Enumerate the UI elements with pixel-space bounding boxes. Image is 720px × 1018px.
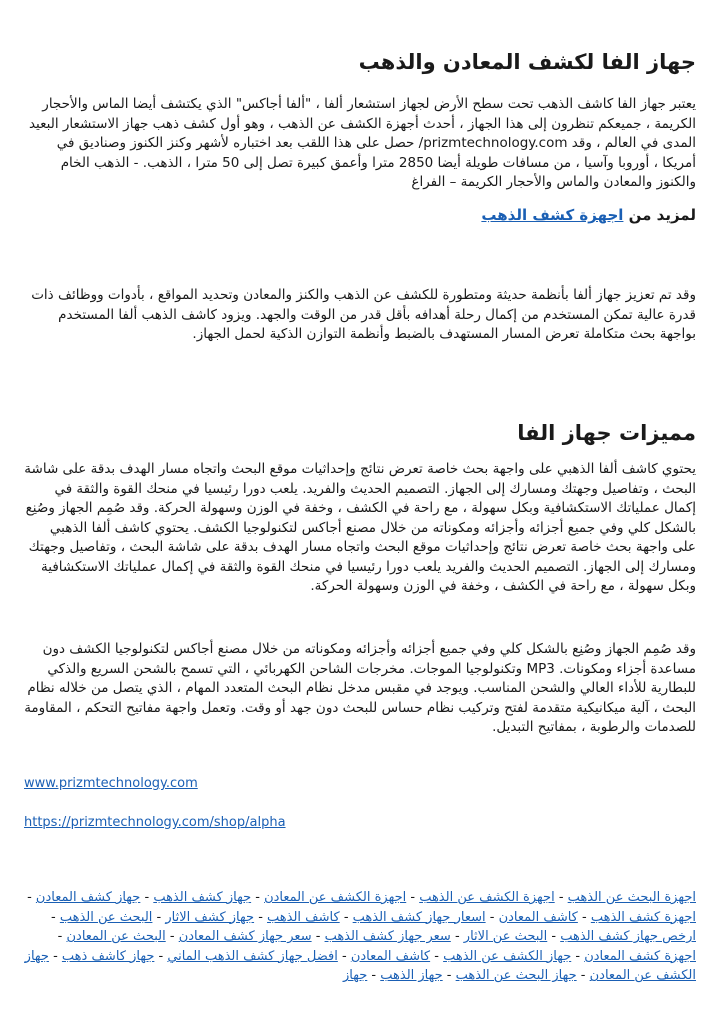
tag-separator: - bbox=[254, 909, 268, 925]
intro-paragraph: يعتبر جهاز الفا كاشف الذهب تحت سطح الأرض لجهاز استشعار ألفا ، "ألفا أجاكس" الذي يكتشف أيضا الماس والأحجار الكريمة ، جميعكم تنظرون إلى هذا الجهاز ، أحدث أجهزة الكشف عن الذهب ، وهو أول كشف ذهب جهاز الاستشعار البعيد المدى في العالم ، وقد prizmtechnology.com/ حصل على هذا اللقب بعد اختباره لأشهر وكنز الكنوز وصناديق في أمريكا ، أوروبا وآسيا ، من مسافات طويلة أيضا 2850 مترا وأعمق كبيرة تصل إلى 50 مترا ، الذهب. - الذهب الخام والكنوز والمعادن والماس والأحجار الكريمة – الفراغ bbox=[28, 96, 696, 190]
tag-separator: - bbox=[367, 968, 381, 984]
tag-link[interactable]: افضل جهاز كشف الذهب الماني bbox=[167, 948, 338, 964]
tag-separator: - bbox=[554, 890, 568, 905]
tag-separator: - bbox=[450, 929, 464, 945]
tag-separator: - bbox=[48, 948, 62, 964]
tag-separator: - bbox=[577, 909, 591, 925]
tag-separator: - bbox=[311, 929, 325, 945]
tag-link[interactable]: اجهزة الكشف عن المعادن bbox=[264, 890, 407, 905]
tag-link[interactable]: جهاز البحث عن الذهب bbox=[455, 968, 577, 984]
tag-link[interactable]: اجهزة كشف المعادن bbox=[584, 948, 696, 964]
tag-separator: - bbox=[154, 948, 168, 964]
tag-link[interactable]: البحث عن المعادن bbox=[66, 929, 166, 945]
tag-link[interactable]: جهاز الكشف عن المعادن bbox=[24, 948, 696, 984]
tag-separator: - bbox=[547, 929, 561, 945]
tag-separator: - bbox=[442, 968, 456, 984]
tag-link[interactable]: اسعار جهاز كشف الذهب bbox=[352, 909, 486, 925]
tag-separator: - bbox=[339, 909, 353, 925]
tag-link[interactable]: سعر جهاز كشف المعادن bbox=[178, 929, 312, 945]
tag-link[interactable]: اجهزة الكشف عن الذهب bbox=[419, 890, 555, 905]
body-paragraph: وقد تم تعزيز جهاز ألفا بأنظمة حديثة ومتطورة للكشف عن الذهب والكنز والمعادن وتحديد المواقع ، بأدوات ووظائف ذات قدرة عالية تمكن المستخدم من إكمال رحلة أهدافه بأقل قدر من الوقت والجهد. ويزود كاشف الذهب ألفا المستخدم بواجهة بحث متكاملة تعرض المسار المستهدف بالضبط وأنظمة التوازن الذكية لحمل الجهاز. bbox=[31, 287, 696, 342]
tag-link[interactable]: جهاز كاشف ذهب bbox=[61, 948, 155, 964]
related-line bbox=[24, 203, 696, 227]
website-link[interactable]: www.prizmtechnology.com bbox=[24, 776, 198, 791]
tag-link[interactable]: البحث عن الذهب bbox=[59, 909, 153, 925]
page-title: جهاز الفا لكشف المعادن والذهب bbox=[358, 50, 696, 74]
tag-link[interactable]: جهاز الذهب bbox=[380, 968, 443, 984]
tag-separator: - bbox=[406, 890, 420, 905]
tag-list bbox=[24, 888, 696, 986]
tag-separator: - bbox=[57, 929, 67, 945]
tag-link[interactable]: جهاز الكشف عن الذهب bbox=[443, 948, 572, 964]
tag-separator: - bbox=[251, 890, 265, 905]
tag-separator: - bbox=[485, 909, 499, 925]
product-link[interactable]: https://prizmtechnology.com/shop/alpha bbox=[24, 815, 286, 830]
details-paragraph: وقد صُمِم الجهاز وصُنِع بالشكل كلي وفي جميع أجزائه وأجزائه ومكوناته من خلال مصنع أجاكس لتكنولوجيا الكشف دون مساعدة أجزاء ومكونات. MP3 وتكنولوجيا الموجات. مخرجات الشاحن الكهربائي ، التي تسمح بالشحن السريع والذكي للبطارية للأداء العالي والشحن المناسب. ويوجد في مقبس مدخل نظام البحث المتعدد المهام ، الذي يتصل من خلاله نظام البحث ، آلية ميكانيكية متقدمة لفتح وتركيب نظام حساس للبحث دون جهد أو وقت. وتعمل واجهة مفاتيح التحكم ، المقاومة للصدمات والرطوبة ، بمفاتيح التبديل. bbox=[24, 641, 696, 735]
tag-link[interactable]: سعر جهاز كشف الذهب bbox=[324, 929, 451, 945]
tag-separator: - bbox=[337, 948, 351, 964]
tag-separator: - bbox=[27, 890, 36, 905]
tag-separator: - bbox=[576, 968, 590, 984]
tag-separator: - bbox=[430, 948, 444, 964]
tag-link[interactable]: البحث عن الاثار bbox=[463, 929, 548, 945]
features-heading: مميزات جهاز الفا bbox=[517, 421, 696, 445]
tag-link[interactable]: جهاز كشف المعادن bbox=[35, 890, 141, 905]
tag-separator: - bbox=[152, 909, 166, 925]
tag-link[interactable]: كاشف المعادن bbox=[350, 948, 431, 964]
tag-separator: - bbox=[140, 890, 154, 905]
tag-link[interactable]: كاشف المعادن bbox=[498, 909, 578, 925]
tag-link[interactable]: ارخص جهاز كشف الذهب bbox=[560, 929, 696, 945]
related-prefix: لمزيد من bbox=[628, 206, 696, 224]
tag-link[interactable]: جهاز كشف الاثار bbox=[165, 909, 255, 925]
related-link[interactable]: اجهزة كشف الذهب bbox=[481, 206, 624, 224]
tag-link[interactable]: اجهزة البحث عن الذهب bbox=[567, 890, 696, 905]
tag-link[interactable]: اجهزة كشف الذهب bbox=[590, 909, 696, 925]
tag-separator: - bbox=[51, 909, 60, 925]
tag-link[interactable]: كاشف الذهب bbox=[267, 909, 340, 925]
tag-separator: - bbox=[571, 948, 585, 964]
features-paragraph: يحتوي كاشف ألفا الذهبي على واجهة بحث خاصة تعرض نتائج وإحداثيات موقع البحث واتجاه مسار الهدف بدقة على شاشة البحث ، وتفاصيل وجهتك ومسارك إلى الجهاز. التصميم الحديث والفريد. يلعب دورا رئيسيا في منحك القوة والثقة في إكمال عملياتك الاستكشافية وبكل سهولة ، مع راحة في الكشف ، وخفة في الوزن وسهولة الحركة. وقد صُمِم الجهاز وصُنِع بالشكل كلي وفي جميع أجزائه وأجزائه ومكوناته من خلال مصنع أجاكس لتكنولوجيا الكشف. يحتوي كاشف ألفا الذهبي على واجهة بحث خاصة تعرض نتائج وإحداثيات موقع البحث واتجاه مسار الهدف بدقة على شاشة البحث ، وتفاصيل وجهتك ومسارك إلى الجهاز. التصميم الحديث والفريد يلعب دورا رئيسيا في منحك القوة والثقة في إكمال عملياتك الاستكشافية وبكل سهولة ، مع راحة في الكشف ، وخفة في الوزن وسهولة الحركة. bbox=[24, 461, 696, 594]
tag-link[interactable]: جهاز bbox=[343, 968, 368, 984]
tag-separator: - bbox=[165, 929, 179, 945]
tag-link[interactable]: جهاز كشف الذهب bbox=[153, 890, 252, 905]
